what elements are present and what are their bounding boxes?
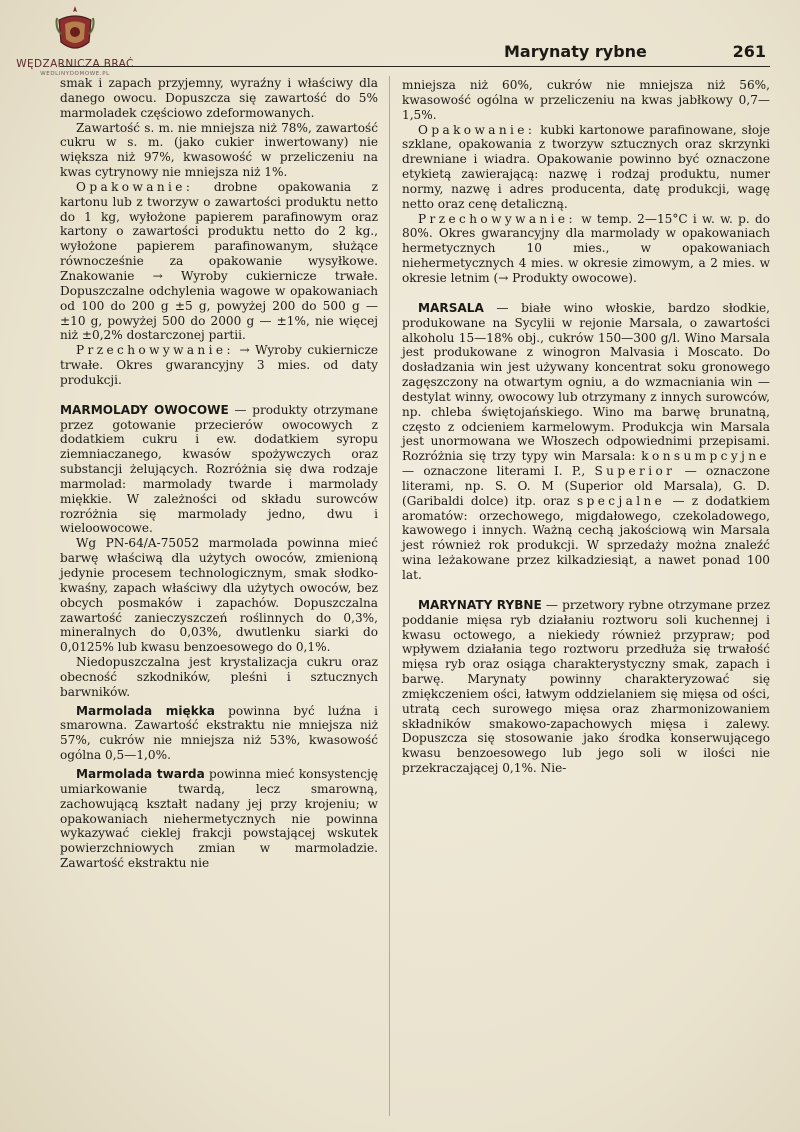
entry-heading: MARSALA [418,300,484,315]
subentry-heading: Marmolada twarda [76,766,205,781]
paragraph: Niedopuszczalna jest krystalizacja cukru oraz obecność szkodników, pleśni i sztucznych barwników. [60,655,378,699]
type-label: Superior [594,464,676,479]
logo-url: WEDLINYDOMOWE.PL [40,71,110,77]
entry-heading: MARMOLADY OWOCOWE [60,402,229,417]
entry-heading: MARYNATY RYBNE [418,597,542,612]
paragraph: Marmolada twarda powinna mieć konsystencję umiarkowanie twardą, lecz smarowną, zachowującą kształt nadany jej przy krojeniu; w opakowaniach niehermetycznych nie powinna wykazywać cieklej frakcji powstającej wskutek powierzchniowych zmian w marmoladzie. Zawartość ekstraktu nie [60,766,378,871]
paragraph: smak i zapach przyjemny, wyraźny i właściwy dla danego owocu. Dopuszcza się zawartość do 5% marmoladek częściowo zdeformowanych. [60,76,378,120]
coat-of-arms-icon [55,4,95,56]
header-divider [60,66,770,67]
entry-marmolady: MARMOLADY OWOCOWE — produkty otrzymane przez gotowanie przecierów owocowych z dodatkiem cukru i ew. dodatkiem syropu ziemniaczanego, kwasów spożywczych oraz substancji żelujących. Rozróżnia się dwa rodzaje marmolad: marmolady twarde i marmolady miękkie. W zależności od składu surowców rozróżnia się marmolady jedno, dwu i wieloowocowe. [60,402,378,536]
section-label: Opakowanie: [418,122,536,137]
paragraph: mniejsza niż 60%, cukrów nie mniejsza niż 56%, kwasowość ogólna w przeliczeniu na kwas jabłkowy 0,7—1,5%. [402,78,770,122]
running-header [490,40,770,68]
paragraph: Marmolada miękka powinna być luźna i smarowna. Zawartość ekstraktu nie mniejsza niż 57%, cukrów nie mniejsza niż 53%, kwasowość ogólna 0,5—1,0%. [60,703,378,763]
section-label: Przechowywanie: [76,343,234,358]
subentry-heading: Marmolada miękka [76,703,215,718]
paragraph: Przechowywanie: w temp. 2—15°C i w. w. p. do 80%. Okres gwarancyjny dla marmolady w opakowaniach hermetycznych 10 mies., w opakowaniach niehermetycznych 4 mies. w okresie zimowym, a 2 mies. w okresie letnim (→ Produkty owocowe). [402,211,770,285]
entry-marynaty-rybne: MARYNATY RYBNE — przetwory rybne otrzymane przez poddanie mięsa ryb działaniu roztworu soli kuchennej i kwasu octowego, a niekiedy również przypraw; pod wpływem działania tego roztworu przedłuża się trwałość mięsa ryb oraz osiąga charakterystyczny smak, zapach i barwę. Marynaty powinny charakteryzować się zmiękczeniem ości, łatwym oddzielaniem się mięsa od ości, utratą cech surowego mięsa oraz zharmonizowaniem składników smakowo-zapachowych mięsa i zalewy. Dopuszcza się stosowanie jako środka konserwującego kwasu benzoesowego lub jego soli w ilości nie przekraczającej 0,1%. Nie- [402,597,770,776]
right-column [402,78,770,776]
section-label: Przechowywanie: [418,211,576,226]
header-title: Marynaty rybne [504,42,647,61]
paragraph: Wg PN-64/A-75052 marmolada powinna mieć barwę właściwą dla użytych owoców, zmienioną jedynie procesem technologicznym, smak słodko-kwaśny, zapach właściwy dla użytych owoców, bez obcych posmaków i zapachów. Dopuszczalna zawartość zanieczyszczeń roślinnych do 0,3%, mineralnych do 0,03%, dwutlenku siarki do 0,0125% lub kwasu benzoesowego do 0,1%. [60,536,378,655]
entry-marsala: MARSALA — białe wino włoskie, bardzo słodkie, produkowane na Sycylii w rejonie Marsala, o zawartości alkoholu 15—18% obj., cukrów 150—300 g/l. Wino Marsala jest produkowane z winogron Malvasia i Moscato. Do dosładzania win jest używany koncentrat soku gronowego zagęszczony na otwartym ogniu, a do wzmacniania win — destylat winny, owocowy lub otrzymany z innych surowców, np. chleba świętojańskiego. Wino ma barwę brunatną, często z odcieniem karmelowym. Produkcja win Marsala jest unormowana we Włoszech odpowiednimi przepisami. Rozróżnia się trzy typy win Marsala: konsumpcyjne — oznaczone literami I. P., Superior — oznaczone literami, np. S. O. M (Superior old Marsala), G. D. (Garibaldi dolce) itp. oraz specjalne — z dodatkiem aromatów: orzechowego, migdałowego, czekoladowego, kawowego i innych. Ważną cechą jakościową win Marsala jest również rok produkcji. W sprzedaży można znaleźć wina leżakowane przez kilkadziesiąt, a nawet ponad 100 lat. [402,300,770,582]
paragraph: Przechowywanie: → Wyroby cukiernicze trwałe. Okres gwarancyjny 3 mies. od daty produkcji. [60,343,378,387]
section-label: Opakowanie: [76,179,194,194]
paragraph: Opakowanie: kubki kartonowe parafinowane, słoje szklane, opakowania z tworzyw sztucznych oraz skrzynki drewniane i wiadra. Opakowanie powinno być oznaczone etykietą zawierającą: nazwę i rodzaj produktu, numer normy, nazwę i adres producenta, datę produkcji, wagę netto oraz cenę detaliczną. [402,122,770,211]
page-number: 261 [732,42,766,61]
type-label: konsumpcyjne [641,449,770,464]
left-column [60,76,378,871]
paragraph: Zawartość s. m. nie mniejsza niż 78%, zawartość cukru w s. m. (jako cukier inwertowany) nie większa niż 97%, kwasowość w przeliczeniu na kwas cytrynowy nie mniejsza niż 1%. [60,120,378,180]
logo-name: WĘDZARNICZA BRAĆ [16,58,134,70]
paragraph: Opakowanie: drobne opakowania z kartonu lub z tworzyw o zawartości produktu netto do 1 kg, wyłożone papierem parafinowym oraz kartony o zawartości produktu netto do 2 kg., wyłożone papierem parafinowanym, służące równocześnie za opakowanie wysyłkowe. Znakowanie → Wyroby cukiernicze trwałe. Dopuszczalne odchylenia wagowe w opakowaniach od 100 do 200 g ±5 g, powyżej 200 do 500 g — ±10 g, powyżej 500 do 2000 g — ±1%, nie więcej niż ±0,2% dostarczonej partii. [60,179,378,343]
column-divider [389,76,390,1116]
type-label: specjalne [576,493,666,508]
